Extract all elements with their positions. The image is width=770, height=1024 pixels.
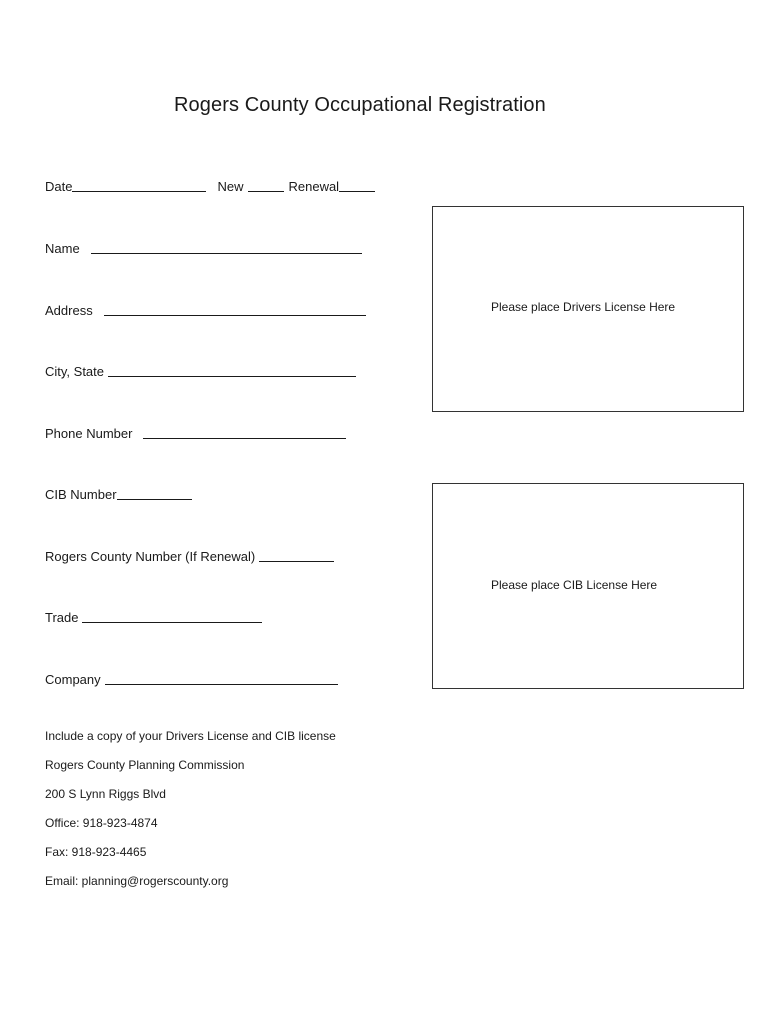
- county-number-field[interactable]: [259, 547, 334, 562]
- new-field[interactable]: [248, 177, 284, 192]
- email-address: Email: planning@rogerscounty.org: [45, 874, 229, 888]
- company-row: [45, 669, 338, 687]
- company-field[interactable]: [105, 670, 338, 685]
- commission-address: 200 S Lynn Riggs Blvd: [45, 787, 166, 801]
- date-field[interactable]: [72, 177, 206, 192]
- county-number-label: Rogers County Number (If Renewal): [45, 549, 256, 564]
- fax-number: Fax: 918-923-4465: [45, 845, 147, 859]
- date-label: Date: [45, 179, 73, 194]
- cib-label: CIB Number: [45, 487, 117, 502]
- trade-row: [45, 607, 262, 625]
- county-number-row: [45, 546, 334, 564]
- phone-label: Phone Number: [45, 426, 133, 441]
- renewal-label: Renewal: [288, 179, 340, 194]
- phone-field[interactable]: [143, 424, 346, 439]
- address-label: Address: [45, 303, 93, 318]
- new-label: New: [217, 179, 244, 194]
- name-row: [45, 238, 362, 256]
- form-title: Rogers County Occupational Registration: [174, 94, 546, 116]
- instructions-text: Include a copy of your Drivers License and CIB license: [45, 729, 336, 743]
- commission-name: Rogers County Planning Commission: [45, 758, 245, 772]
- city-state-label: City, State: [45, 364, 105, 379]
- drivers-license-box-label: Please place Drivers License Here: [491, 300, 676, 314]
- trade-label: Trade: [45, 610, 79, 625]
- name-label: Name: [45, 241, 80, 256]
- renewal-field[interactable]: [339, 177, 375, 192]
- office-phone: Office: 918-923-4874: [45, 816, 158, 830]
- address-field[interactable]: [104, 301, 366, 316]
- company-label: Company: [45, 672, 101, 687]
- address-row: [45, 300, 366, 318]
- city-state-row: [45, 361, 356, 379]
- name-field[interactable]: [91, 239, 362, 254]
- date-row: [45, 176, 375, 194]
- trade-field[interactable]: [82, 608, 262, 623]
- cib-license-box-label: Please place CIB License Here: [491, 578, 658, 592]
- city-state-field[interactable]: [108, 362, 356, 377]
- cib-field[interactable]: [117, 485, 192, 500]
- phone-row: [45, 423, 346, 441]
- cib-row: [45, 484, 192, 502]
